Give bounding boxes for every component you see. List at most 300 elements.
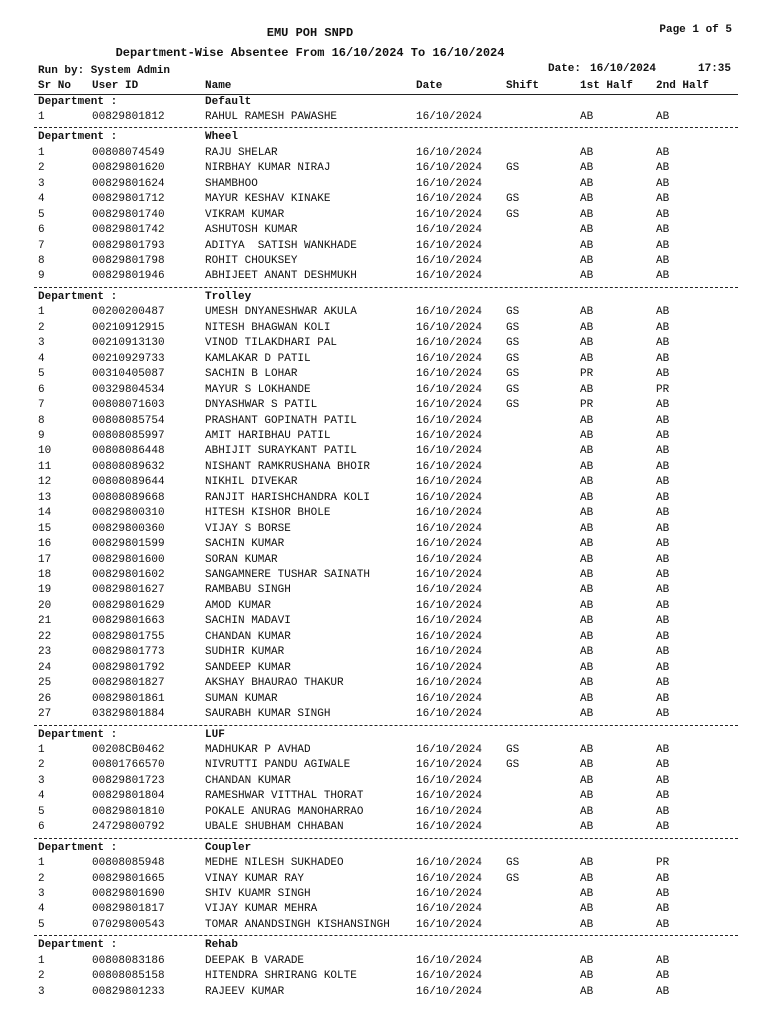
- cell-user-id: 24729800792: [92, 821, 165, 834]
- cell-first-half: AB: [580, 224, 594, 237]
- cell-second-half: AB: [656, 507, 670, 520]
- cell-name: NITESH BHAGWAN KOLI: [205, 321, 331, 334]
- table-row: [0, 146, 768, 161]
- cell-first-half: AB: [580, 270, 594, 283]
- table-row: [0, 805, 768, 820]
- cell-name: ROHIT CHOUKSEY: [205, 255, 298, 267]
- cell-user-id: 00310405087: [92, 368, 165, 381]
- cell-sr: 15: [38, 522, 52, 535]
- cell-date: 16/10/2024: [416, 774, 483, 787]
- cell-sr: 18: [38, 569, 52, 581]
- department-header: [0, 290, 768, 305]
- cell-shift: GS: [506, 208, 520, 221]
- cell-first-half: AB: [580, 872, 594, 885]
- department-name: Wheel: [205, 131, 239, 144]
- cell-name: NIVRUTTI PANDU AGIWALE: [205, 759, 351, 772]
- cell-date: 16/10/2024: [416, 553, 483, 566]
- cell-user-id: 00210913130: [92, 337, 165, 350]
- table-row: [0, 491, 768, 506]
- date-label: Date:: [548, 63, 582, 75]
- cell-sr: 27: [38, 708, 52, 721]
- cell-sr: 20: [38, 599, 52, 612]
- cell-sr: 5: [38, 805, 45, 818]
- cell-second-half: AB: [656, 790, 670, 803]
- cell-first-half: AB: [580, 821, 594, 834]
- cell-name: PRASHANT GOPINATH PATIL: [205, 414, 357, 427]
- cell-first-half: AB: [580, 177, 594, 190]
- cell-date: 16/10/2024: [416, 708, 483, 721]
- table-row: [0, 872, 768, 887]
- cell-first-half: AB: [580, 759, 594, 772]
- cell-name: SORAN KUMAR: [205, 553, 278, 566]
- col-name: Name: [205, 80, 232, 92]
- cell-user-id: 00829801861: [92, 692, 165, 705]
- table-row: [0, 856, 768, 871]
- cell-name: AKSHAY BHAURAO THAKUR: [205, 677, 344, 690]
- cell-first-half: AB: [580, 790, 594, 803]
- cell-name: HITESH KISHOR BHOLE: [205, 507, 331, 520]
- col-shift: Shift: [506, 80, 540, 92]
- table-row: [0, 614, 768, 629]
- cell-second-half: AB: [656, 162, 670, 175]
- cell-second-half: AB: [656, 321, 670, 334]
- cell-date: 16/10/2024: [416, 491, 483, 504]
- cell-user-id: 00829801798: [92, 255, 165, 267]
- cell-first-half: AB: [580, 321, 594, 334]
- cell-user-id: 00808074549: [92, 146, 165, 159]
- cell-date: 16/10/2024: [416, 162, 483, 175]
- cell-second-half: AB: [656, 759, 670, 772]
- cell-first-half: AB: [580, 208, 594, 221]
- table-row: [0, 692, 768, 707]
- cell-user-id: 00829801792: [92, 661, 165, 674]
- cell-user-id: 07029800543: [92, 918, 165, 931]
- cell-sr: 8: [38, 414, 45, 427]
- cell-date: 16/10/2024: [416, 270, 483, 283]
- cell-second-half: AB: [656, 460, 670, 473]
- cell-sr: 4: [38, 903, 45, 916]
- department-name: LUF: [205, 728, 225, 741]
- department-label: Department :: [38, 728, 118, 741]
- cell-sr: 10: [38, 445, 52, 458]
- cell-shift: GS: [506, 383, 520, 396]
- cell-name: MAYUR KESHAV KINAKE: [205, 193, 331, 206]
- cell-second-half: AB: [656, 888, 670, 900]
- cell-first-half: PR: [580, 399, 594, 412]
- table-row: [0, 475, 768, 490]
- department-header: [0, 95, 768, 110]
- cell-user-id: 00829801827: [92, 677, 165, 690]
- cell-sr: 3: [38, 985, 45, 998]
- cell-second-half: AB: [656, 821, 670, 834]
- table-row: [0, 239, 768, 254]
- cell-user-id: 00829801627: [92, 584, 165, 597]
- cell-second-half: AB: [656, 918, 670, 931]
- cell-name: RANJIT HARISHCHANDRA KOLI: [205, 491, 371, 504]
- table-row: [0, 429, 768, 444]
- cell-name: RAJU SHELAR: [205, 146, 278, 159]
- cell-name: RAMBABU SINGH: [205, 584, 291, 597]
- cell-first-half: AB: [580, 805, 594, 818]
- cell-first-half: AB: [580, 584, 594, 597]
- cell-user-id: 00210912915: [92, 321, 165, 334]
- cell-date: 16/10/2024: [416, 857, 483, 870]
- table-row: [0, 367, 768, 382]
- cell-user-id: 00808085158: [92, 970, 165, 983]
- table-row: [0, 192, 768, 207]
- department-label: Department :: [38, 95, 118, 108]
- table-row: [0, 887, 768, 902]
- cell-name: DNYASHWAR S PATIL: [205, 399, 318, 412]
- cell-name: POKALE ANURAG MANOHARRAO: [205, 805, 364, 818]
- cell-sr: 7: [38, 399, 45, 412]
- cell-user-id: 00829801663: [92, 615, 165, 628]
- table-row: [0, 177, 768, 192]
- department-header: [0, 130, 768, 145]
- cell-user-id: 00829801723: [92, 774, 165, 787]
- cell-shift: GS: [506, 368, 520, 381]
- cell-sr: 6: [38, 224, 45, 237]
- cell-date: 16/10/2024: [416, 661, 483, 674]
- cell-name: NIRBHAY KUMAR NIRAJ: [205, 162, 331, 175]
- cell-name: SACHIN MADAVI: [205, 615, 291, 628]
- col-first-half: 1st Half: [580, 80, 633, 92]
- cell-user-id: 00829801740: [92, 208, 165, 221]
- cell-first-half: AB: [580, 630, 594, 643]
- cell-first-half: AB: [580, 918, 594, 931]
- table-row: [0, 398, 768, 413]
- cell-first-half: AB: [580, 569, 594, 581]
- cell-user-id: 00829801665: [92, 872, 165, 885]
- cell-first-half: AB: [580, 491, 594, 504]
- cell-second-half: AB: [656, 985, 670, 998]
- cell-sr: 2: [38, 759, 45, 772]
- cell-date: 16/10/2024: [416, 646, 483, 659]
- cell-second-half: AB: [656, 445, 670, 458]
- cell-user-id: 00808085754: [92, 414, 165, 427]
- cell-date: 16/10/2024: [416, 368, 483, 381]
- cell-user-id: 00829801620: [92, 162, 165, 175]
- cell-sr: 17: [38, 553, 52, 566]
- cell-second-half: AB: [656, 306, 670, 319]
- cell-sr: 1: [38, 857, 45, 870]
- cell-user-id: 00829801817: [92, 903, 165, 916]
- cell-shift: GS: [506, 193, 520, 206]
- cell-sr: 13: [38, 491, 52, 504]
- cell-second-half: AB: [656, 177, 670, 190]
- cell-date: 16/10/2024: [416, 110, 483, 123]
- cell-second-half: AB: [656, 352, 670, 365]
- cell-first-half: AB: [580, 970, 594, 983]
- cell-sr: 2: [38, 321, 45, 334]
- table-row: [0, 918, 768, 933]
- cell-name: UMESH DNYANESHWAR AKULA: [205, 306, 357, 319]
- cell-user-id: 00829801946: [92, 270, 165, 283]
- cell-first-half: AB: [580, 255, 594, 267]
- cell-sr: 2: [38, 970, 45, 983]
- table-row: [0, 321, 768, 336]
- cell-name: MADHUKAR P AVHAD: [205, 743, 311, 756]
- cell-shift: GS: [506, 743, 520, 756]
- cell-name: RAMESHWAR VITTHAL THORAT: [205, 790, 364, 803]
- cell-user-id: 00829801742: [92, 224, 165, 237]
- cell-user-id: 00808083186: [92, 954, 165, 967]
- cell-date: 16/10/2024: [416, 383, 483, 396]
- cell-sr: 16: [38, 538, 52, 551]
- cell-sr: 1: [38, 306, 45, 319]
- cell-date: 16/10/2024: [416, 476, 483, 489]
- table-row: [0, 630, 768, 645]
- cell-first-half: AB: [580, 677, 594, 690]
- cell-user-id: 00200200487: [92, 306, 165, 319]
- cell-date: 16/10/2024: [416, 399, 483, 412]
- cell-date: 16/10/2024: [416, 414, 483, 427]
- cell-first-half: AB: [580, 460, 594, 473]
- cell-date: 16/10/2024: [416, 522, 483, 535]
- cell-first-half: AB: [580, 383, 594, 396]
- cell-second-half: AB: [656, 429, 670, 442]
- cell-date: 16/10/2024: [416, 903, 483, 916]
- table-row: [0, 707, 768, 722]
- department-separator: [34, 127, 738, 128]
- table-row: [0, 820, 768, 835]
- cell-user-id: 03829801884: [92, 708, 165, 721]
- page-number: Page 1 of 5: [659, 24, 732, 36]
- cell-user-id: 00808089668: [92, 491, 165, 504]
- cell-name: AMOD KUMAR: [205, 599, 272, 612]
- table-row: [0, 460, 768, 475]
- table-row: [0, 223, 768, 238]
- cell-second-half: AB: [656, 368, 670, 381]
- cell-date: 16/10/2024: [416, 255, 483, 267]
- cell-date: 16/10/2024: [416, 208, 483, 221]
- cell-first-half: AB: [580, 774, 594, 787]
- cell-sr: 19: [38, 584, 52, 597]
- cell-first-half: AB: [580, 352, 594, 365]
- col-sr: Sr No: [38, 80, 72, 92]
- cell-sr: 3: [38, 337, 45, 350]
- cell-second-half: AB: [656, 646, 670, 659]
- cell-date: 16/10/2024: [416, 429, 483, 442]
- cell-name: ADITYA SATISH WANKHADE: [205, 239, 357, 252]
- cell-date: 16/10/2024: [416, 306, 483, 319]
- cell-sr: 2: [38, 872, 45, 885]
- department-separator: [34, 838, 738, 839]
- department-separator: [34, 725, 738, 726]
- cell-name: VIJAY S BORSE: [205, 522, 291, 535]
- table-row: [0, 954, 768, 969]
- cell-date: 16/10/2024: [416, 584, 483, 597]
- table-row: [0, 305, 768, 320]
- cell-user-id: 00829801599: [92, 538, 165, 551]
- cell-user-id: 00801766570: [92, 759, 165, 772]
- cell-date: 16/10/2024: [416, 954, 483, 967]
- cell-second-half: AB: [656, 193, 670, 206]
- cell-second-half: AB: [656, 255, 670, 267]
- cell-first-half: AB: [580, 903, 594, 916]
- cell-date: 16/10/2024: [416, 872, 483, 885]
- cell-user-id: 00829801624: [92, 177, 165, 190]
- cell-name: NIKHIL DIVEKAR: [205, 476, 298, 489]
- cell-date: 16/10/2024: [416, 790, 483, 803]
- department-name: Trolley: [205, 290, 252, 303]
- cell-date: 16/10/2024: [416, 743, 483, 756]
- cell-user-id: 00329804534: [92, 383, 165, 396]
- cell-second-half: AB: [656, 110, 670, 123]
- cell-first-half: AB: [580, 193, 594, 206]
- cell-user-id: 00829801690: [92, 888, 165, 900]
- cell-name: HITENDRA SHRIRANG KOLTE: [205, 970, 357, 983]
- cell-first-half: AB: [580, 743, 594, 756]
- cell-name: MEDHE NILESH SUKHADEO: [205, 857, 344, 870]
- report-subtitle: Department-Wise Absentee From 16/10/2024 To 16/10/2024: [115, 46, 505, 60]
- cell-name: SUDHIR KUMAR: [205, 646, 285, 659]
- cell-first-half: AB: [580, 522, 594, 535]
- cell-second-half: AB: [656, 208, 670, 221]
- cell-first-half: AB: [580, 538, 594, 551]
- cell-date: 16/10/2024: [416, 352, 483, 365]
- cell-first-half: AB: [580, 708, 594, 721]
- table-row: [0, 336, 768, 351]
- table-row: [0, 444, 768, 459]
- table-row: [0, 743, 768, 758]
- cell-first-half: AB: [580, 954, 594, 967]
- cell-user-id: 00808085948: [92, 857, 165, 870]
- cell-second-half: AB: [656, 615, 670, 628]
- cell-sr: 26: [38, 692, 52, 705]
- cell-name: RAJEEV KUMAR: [205, 985, 285, 998]
- cell-shift: GS: [506, 337, 520, 350]
- cell-second-half: AB: [656, 239, 670, 252]
- cell-second-half: AB: [656, 224, 670, 237]
- cell-sr: 3: [38, 177, 45, 190]
- table-row: [0, 414, 768, 429]
- cell-first-half: AB: [580, 162, 594, 175]
- cell-second-half: PR: [656, 383, 670, 396]
- department-header: [0, 841, 768, 856]
- cell-sr: 1: [38, 110, 45, 123]
- department-header: [0, 728, 768, 743]
- cell-user-id: 00829801773: [92, 646, 165, 659]
- table-row: [0, 553, 768, 568]
- table-row: [0, 969, 768, 984]
- table-row: [0, 352, 768, 367]
- cell-first-half: AB: [580, 429, 594, 442]
- cell-name: CHANDAN KUMAR: [205, 774, 291, 787]
- cell-date: 16/10/2024: [416, 193, 483, 206]
- cell-sr: 6: [38, 821, 45, 834]
- col-second-half: 2nd Half: [656, 80, 709, 92]
- cell-date: 16/10/2024: [416, 321, 483, 334]
- cell-second-half: AB: [656, 399, 670, 412]
- cell-name: ABHIJIT SURAYKANT PATIL: [205, 445, 357, 458]
- cell-sr: 24: [38, 661, 52, 674]
- cell-shift: GS: [506, 321, 520, 334]
- department-name: Rehab: [205, 939, 239, 952]
- cell-first-half: AB: [580, 507, 594, 520]
- cell-user-id: 00808089632: [92, 460, 165, 473]
- cell-user-id: 00829801233: [92, 985, 165, 998]
- cell-sr: 4: [38, 790, 45, 803]
- cell-name: DEEPAK B VARADE: [205, 954, 305, 967]
- cell-first-half: AB: [580, 661, 594, 674]
- cell-second-half: AB: [656, 569, 670, 581]
- time-value: 17:35: [698, 63, 732, 75]
- col-date: Date: [416, 80, 443, 92]
- cell-sr: 14: [38, 507, 52, 520]
- table-row: [0, 902, 768, 917]
- report-title: EMU POH SNPD: [266, 26, 354, 40]
- cell-second-half: AB: [656, 522, 670, 535]
- cell-sr: 23: [38, 646, 52, 659]
- cell-second-half: AB: [656, 476, 670, 489]
- department-header: [0, 938, 768, 953]
- cell-date: 16/10/2024: [416, 615, 483, 628]
- cell-first-half: AB: [580, 476, 594, 489]
- cell-sr: 9: [38, 429, 45, 442]
- cell-user-id: 00829801755: [92, 630, 165, 643]
- cell-sr: 3: [38, 888, 45, 900]
- cell-second-half: AB: [656, 872, 670, 885]
- cell-user-id: 00829801793: [92, 239, 165, 252]
- cell-date: 16/10/2024: [416, 224, 483, 237]
- cell-sr: 1: [38, 146, 45, 159]
- cell-second-half: AB: [656, 146, 670, 159]
- cell-user-id: 00808089644: [92, 476, 165, 489]
- cell-user-id: 00829801812: [92, 110, 165, 123]
- cell-date: 16/10/2024: [416, 337, 483, 350]
- department-label: Department :: [38, 939, 118, 952]
- cell-date: 16/10/2024: [416, 970, 483, 983]
- cell-date: 16/10/2024: [416, 759, 483, 772]
- department-name: Coupler: [205, 841, 252, 854]
- cell-name: TOMAR ANANDSINGH KISHANSINGH: [205, 918, 390, 931]
- cell-user-id: 00829801600: [92, 553, 165, 566]
- column-header-row: [0, 79, 768, 94]
- cell-first-half: PR: [580, 368, 594, 381]
- table-row: [0, 269, 768, 284]
- cell-name: VIJAY KUMAR MEHRA: [205, 903, 318, 916]
- table-row: [0, 676, 768, 691]
- cell-second-half: AB: [656, 903, 670, 916]
- cell-date: 16/10/2024: [416, 177, 483, 190]
- cell-user-id: 00808071603: [92, 399, 165, 412]
- cell-second-half: AB: [656, 692, 670, 705]
- table-row: [0, 583, 768, 598]
- table-row: [0, 758, 768, 773]
- cell-second-half: AB: [656, 270, 670, 283]
- table-row: [0, 110, 768, 125]
- cell-sr: 11: [38, 460, 52, 473]
- cell-sr: 6: [38, 383, 45, 396]
- table-row: [0, 161, 768, 176]
- table-row: [0, 789, 768, 804]
- cell-sr: 25: [38, 677, 52, 690]
- cell-first-half: AB: [580, 239, 594, 252]
- cell-date: 16/10/2024: [416, 538, 483, 551]
- cell-name: VIKRAM KUMAR: [205, 208, 285, 221]
- cell-date: 16/10/2024: [416, 805, 483, 818]
- col-user-id: User ID: [92, 80, 139, 92]
- cell-first-half: AB: [580, 599, 594, 612]
- cell-user-id: 00808085997: [92, 429, 165, 442]
- cell-date: 16/10/2024: [416, 445, 483, 458]
- cell-shift: GS: [506, 306, 520, 319]
- cell-date: 16/10/2024: [416, 460, 483, 473]
- cell-date: 16/10/2024: [416, 569, 483, 581]
- cell-user-id: 00829801712: [92, 193, 165, 206]
- cell-sr: 7: [38, 239, 45, 252]
